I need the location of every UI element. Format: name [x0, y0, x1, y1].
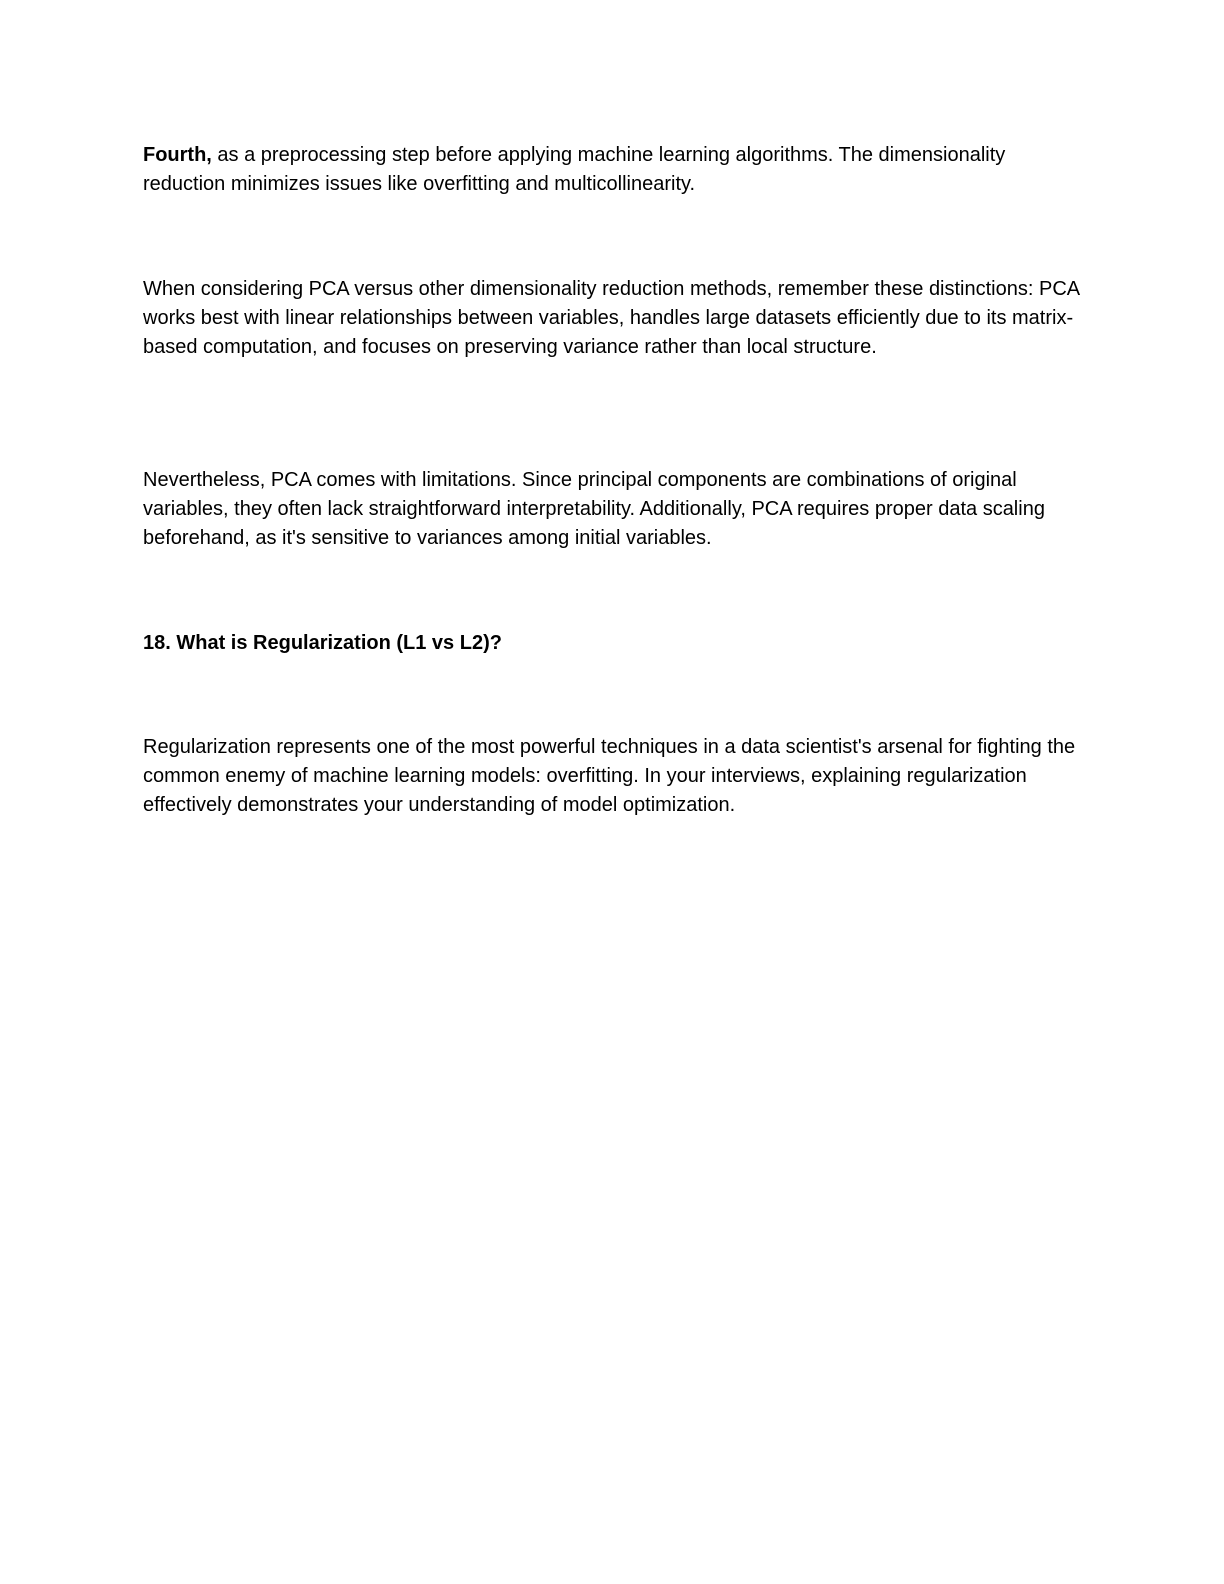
paragraph-fourth-point — [143, 141, 1083, 199]
paragraph-regularization-intro: Regularization represents one of the most powerful techniques in a data scientist's arsenal for fighting the common enemy of machine learning models: overfitting. In your interviews, explaining regularization effectively demonstrates your understanding of model optimization. — [143, 736, 1076, 816]
fourth-body-text: as a preprocessing step before applying machine learning algorithms. The dimensionality reduction minimizes issues like overfitting and multicollinearity. — [143, 144, 1006, 195]
section-heading-regularization: 18. What is Regularization (L1 vs L2)? — [143, 632, 502, 654]
paragraph-pca-limitations: Nevertheless, PCA comes with limitations. Since principal components are combinations of original variables, they often lack straightforward interpretability. Additionally, PCA requires proper data scaling beforehand, as it's sensitive to variances among initial variables. — [143, 469, 1045, 549]
fourth-lead-text: Fourth, — [143, 144, 212, 166]
paragraph-pca-comparison: When considering PCA versus other dimensionality reduction methods, remember these distinctions: PCA works best with linear relationships between variables, handles large datasets efficiently due to its matrix-based computation, and focuses on preserving variance rather than local structure. — [143, 278, 1080, 358]
